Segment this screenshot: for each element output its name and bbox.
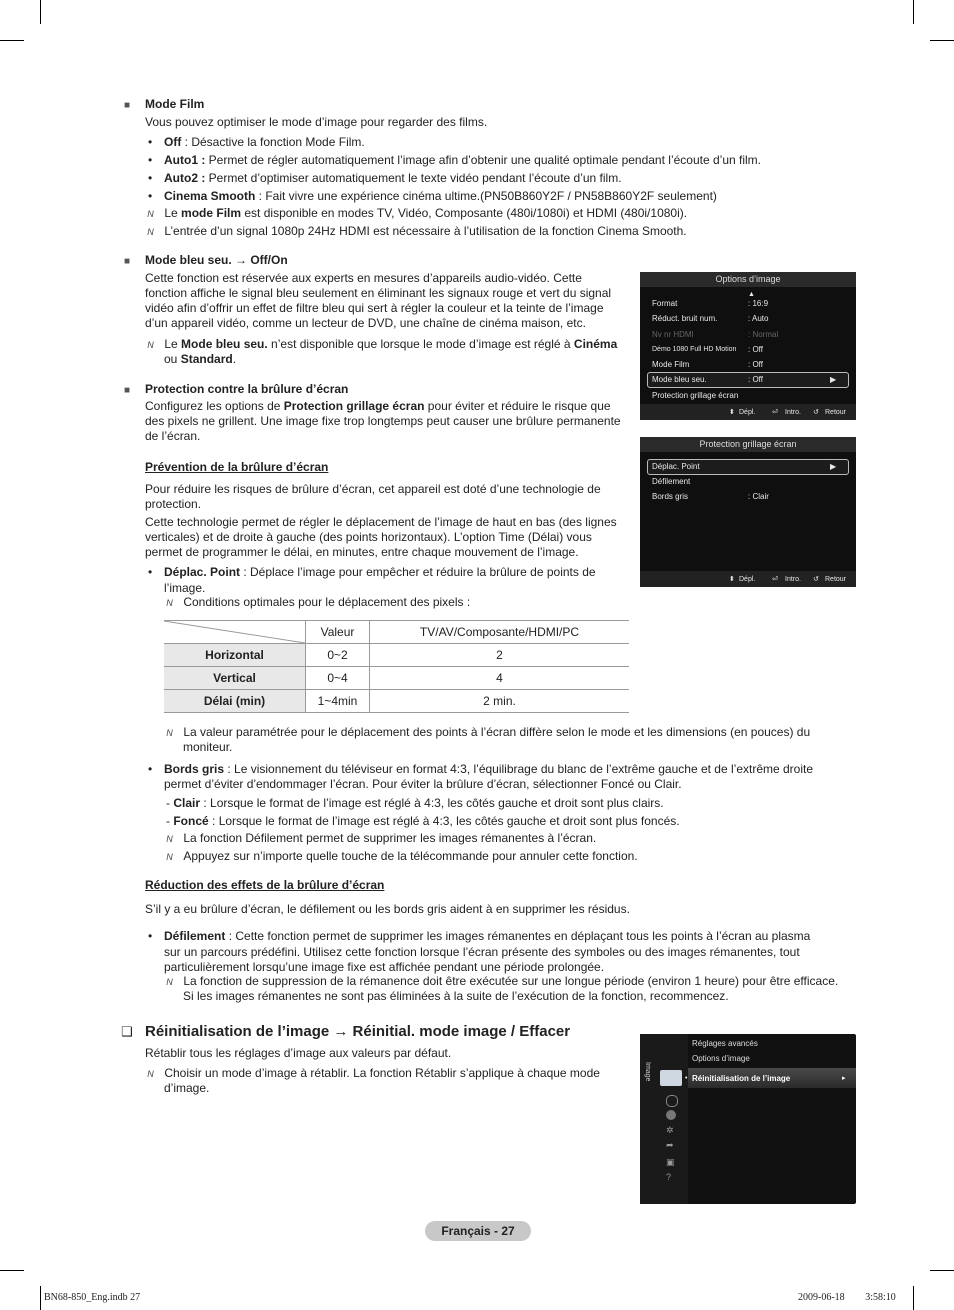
note [164,849,638,864]
osd-row-label[interactable]: Format [652,299,678,308]
section-mode-film [124,97,130,113]
note-icon: N [147,227,154,237]
table-row [164,690,629,713]
footer-move: Dépl. [739,409,756,416]
note [145,337,635,352]
list-item: • Auto2 : Permet d’optimiser automatiquement le texte vidéo pendant l’écoute d’un film. [148,171,622,185]
note-icon: N [166,598,173,608]
crop-mark [0,40,24,41]
up-arrow-icon: ▲ [748,291,755,298]
note-icon: N [166,977,173,987]
note-icon: N [147,340,154,350]
paragraph-line: permet de programmer le délai, en minutes, entre chaque mouvement de l’image. [145,545,579,559]
mode-bleu-heading: Mode bleu seu. → Off/On [145,253,288,267]
note-text: moniteur. [183,740,233,754]
table-header: TV/AV/Composante/HDMI/PC [370,621,630,644]
list-item: • Bords gris : Le visionnement du téléviseur en format 4:3, l’équilibrage du blanc de l’extrême gauche et de l’extrême droite [148,762,814,776]
table-row-label: Vertical [164,667,306,690]
support-icon: ? [666,1172,672,1182]
item-term: Off [164,135,182,149]
crop-mark [930,1270,954,1271]
osd-row-label[interactable]: Déplac. Point [652,462,700,471]
footer-move: Dépl. [739,576,756,583]
note-text: La fonction Défilement permet de supprimer les images rémanentes à l’écran. [183,831,597,845]
item-term: Déplac. Point [164,565,241,579]
list-item: • Auto1 : Permet de régler automatiquement l’image afin d’obtenir une qualité optimale pendant l’écoute d’un film. [148,153,761,167]
paragraph-line: vidéo afin d’offrir un effet de filtre bleu qui sert à régler la couleur et la teinte de l’image [145,301,604,315]
item-term: Auto2 : [164,171,206,185]
page-number: Français - 27 [425,1221,531,1241]
osd-row-label: Nv nr HDMI [652,330,694,339]
crop-mark [913,1286,914,1310]
table-cell: 2 min. [370,690,630,713]
note-text: n’est disponible que lorsque le mode d’image est réglé à [267,337,574,351]
right-arrow-icon: ▶ [830,462,837,471]
osd-row-label[interactable]: Réduct. bruit num. [652,314,718,323]
osd-row-label[interactable]: Démo 1080 Full HD Motion [652,346,737,353]
reinit-heading: Réinitialisation de l’image → Réinitial. mode image / Effacer [145,1023,571,1040]
crop-mark [913,0,914,24]
return-icon: ↺ [813,576,819,583]
note [145,1066,625,1081]
note-icon: N [166,834,173,844]
osd-row-value: : Clair [748,492,769,501]
osd-options-image [640,272,856,420]
table-header-row [164,621,629,644]
footer-back: Retour [825,576,847,583]
table-row [164,667,629,690]
list-item: • Déplac. Point : Déplace l’image pour empêcher et réduire la brûlure de points de [148,565,596,579]
return-icon: ↺ [813,409,819,416]
item-text: : Fait vivre une expérience cinéma ultime.(PN50B860Y2F / PN58B860Y2F seulement) [255,189,717,203]
prevention-heading: Prévention de la brûlure d’écran [145,460,329,474]
item-term: Auto1 : [164,153,206,167]
sound-icon [666,1095,678,1107]
osd-row-label[interactable]: Protection grillage écran [652,391,739,400]
note-text: Conditions optimales pour le déplacement des pixels : [183,595,471,609]
item-term: Cinema Smooth [164,189,256,203]
item-text: l’image. [164,581,206,595]
note-text: est disponible en modes TV, Vidéo, Composante (480i/1080i) et HDMI (480i/1080i). [241,206,688,220]
osd-image-menu [640,1034,856,1204]
note [164,595,470,610]
square-bullet-icon: ■ [124,385,131,396]
table-cell: 1~4min [306,690,370,713]
protection-paragraph [145,399,635,444]
item-text: : Désactive la fonction Mode Film. [181,135,365,149]
picture-icon [660,1070,682,1086]
channel-icon [666,1110,676,1120]
osd-side-label: Image [644,1062,651,1082]
right-arrow-icon: ▸ [842,1075,846,1082]
note-text: Si les images rémanentes ne sont pas éliminées à la suite de l’exécution de la fonction, recommencez. [183,989,729,1003]
osd-title: Options d’image [640,272,856,287]
osd-sidebar [640,1034,688,1204]
mode-film-intro: Vous pouvez optimiser le mode d’image pour regarder des films. [145,115,488,129]
osd-footer [640,571,856,587]
enter-icon: ⏎ [772,409,778,416]
setup-icon: ✲ [666,1125,674,1135]
osd-title: Protection grillage écran [640,437,856,452]
osd-protection-grillage [640,437,856,587]
note-term: Standard [180,352,233,366]
table-cell: 0~4 [306,667,370,690]
reduction-heading: Réduction des effets de la brûlure d’écran [145,878,385,892]
note-icon: N [147,209,154,219]
note-term: Mode bleu seu. [181,337,268,351]
paragraph-line [145,399,635,414]
paragraph-line: fonction affiche le signal bleu seulement en éliminant les signaux rouge et vert du signal [145,286,612,300]
item-text: : Cette fonction permet de supprimer les images rémanentes en déplaçant tous les points à l’écran au plasma [225,929,811,943]
note-term: mode Film [181,206,242,220]
note-text: Le [164,337,182,351]
slug-left: BN68-850_Eng.indb 27 [44,1292,141,1303]
osd-row-label[interactable]: Mode bleu seu. [652,375,707,384]
item-text: particulièrement lorsqu’une image fixe est affichée pendant une période prolongée. [164,960,605,974]
note [164,974,838,989]
footer-enter: Intro. [785,409,801,416]
checkbox-icon: ❑ [121,1024,133,1039]
item-term: Foncé [173,814,209,828]
square-bullet-icon: ■ [124,256,131,267]
list-item: • Cinema Smooth : Fait vivre une expérience cinéma ultime.(PN50B860Y2F / PN58B860Y2F seulement) [148,189,717,203]
list-item: • Défilement : Cette fonction permet de supprimer les images rémanentes en déplaçant tous les points à l’écran au plasma [148,929,811,943]
note-icon: N [147,1069,154,1079]
paragraph-line: Cette technologie permet de régler le déplacement de l’image de haut en bas (des lignes [145,515,617,529]
note [164,725,854,740]
item-term: Défilement [164,929,226,943]
crop-mark [40,0,41,24]
item-term: Clair [173,796,201,810]
table-corner-cell [164,621,306,644]
table-cell: 4 [370,667,630,690]
table-cell: 0~2 [306,644,370,667]
osd-row-value: : Off [748,345,763,354]
item-text: : Le visionnement du téléviseur en format 4:3, l’équilibrage du blanc de l’extrême gauche et de l’extrême droite [224,762,814,776]
footer-back: Retour [825,409,847,416]
item-text: : Déplace l’image pour empêcher et réduire la brûlure de points de [240,565,596,579]
note-term: Cinéma [573,337,618,351]
paragraph-line: protection. [145,497,202,511]
crop-mark [0,1270,24,1271]
enter-icon: ⏎ [772,576,778,583]
paragraph-line: de l’écran. [145,429,201,443]
prevention-p2 [145,515,635,560]
osd-row-label[interactable]: Bords gris [652,492,689,501]
note-icon: N [166,728,173,738]
sub-item: - Clair : Lorsque le format de l’image est réglé à 4:3, les côtés gauche et droit sont plus clairs. [166,796,664,810]
sub-item: - Foncé : Lorsque le format de l’image est réglé à 4:3, les côtés gauche et droit sont plus foncés. [166,814,680,828]
left-dot-icon: • [685,1075,688,1082]
note-text: Appuyez sur n’importe quelle touche de la télécommande pour annuler cette fonction. [183,849,638,863]
note-text: ou [164,352,181,366]
table-row-label: Horizontal [164,644,306,667]
updown-icon: ⬍ [729,409,735,416]
paragraph-line: Pour réduire les risques de brûlure d’écran, cet appareil est doté d’une technologie de [145,482,601,496]
paragraph-line: verticales) et de droite à gauche (des points horizontaux). L’option Time (Délai) vous [145,530,592,544]
application-icon: ▣ [666,1157,675,1167]
table-row [164,644,629,667]
reduction-intro: S’il y a eu brûlure d’écran, le défilement ou les bords gris aident à en supprimer les résidus. [145,902,630,916]
osd-row-value: : Auto [748,314,769,323]
reinit-intro: Rétablir tous les réglages d’image aux valeurs par défaut. [145,1046,452,1060]
osd-row-value: : Normal [748,330,779,339]
note-continuation [164,352,236,367]
paragraph-line: des pixels ne grillent. Une image fixe trop longtemps peut causer une brûlure permanente [145,414,621,428]
osd-row-value: : 16:9 [748,299,769,308]
osd-row-label[interactable]: Mode Film [652,360,690,369]
note-text: d’image. [164,1081,210,1095]
osd-row-value: : Off [748,375,763,384]
text: Configurez les options de [145,399,284,413]
osd-menu-item[interactable]: Options d’image [692,1054,750,1063]
item-text: sur un parcours prédéfini. Utilisez cette fonction lorsque l’écran présente des symboles ou des images rémanentes, tout [164,945,800,959]
note [145,206,687,221]
right-arrow-icon: ▶ [830,375,837,384]
osd-menu-item-selected[interactable]: Réinitialisation de l’image [692,1074,791,1083]
table-row-label: Délai (min) [164,690,306,713]
paragraph-line: d’un appareil vidéo, comme un lecteur de DVD, une chaîne de cinéma maison, etc. [145,316,586,330]
mode-film-list [148,135,908,207]
mode-bleu-paragraph [145,271,635,331]
crop-mark [930,40,954,41]
updown-icon: ⬍ [729,576,735,583]
diagonal-line [164,621,305,643]
item-text: Permet de régler automatiquement l’image afin d’obtenir une qualité optimale pendant l’écoute d’un film. [205,153,761,167]
note-text: La fonction de suppression de la rémanence doit être exécutée sur une longue période (environ 1 heure) pour être efficace. [183,974,839,988]
item-text: Permet d’optimiser automatiquement le texte vidéo pendant l’écoute d’un film. [205,171,622,185]
item-text: permet d’éviter d’endommager l’écran. Pour éviter la brûlure d’écran, sélectionner Foncé ou Clair. [164,777,682,791]
slug-right: 2009-06-18 ￿￿ 3:58:10 [798,1292,896,1303]
table-cell: 2 [370,644,630,667]
paragraph-line: Cette fonction est réservée aux experts en mesures d’appareils audio-vidéo. Cette [145,271,582,285]
mode-film-heading: Mode Film [145,97,205,111]
osd-row-label[interactable]: Défilement [652,477,691,486]
prevention-p1 [145,482,635,512]
item-term: Bords gris [164,762,225,776]
crop-mark [40,1286,41,1310]
osd-menu-item[interactable]: Réglages avancés [692,1039,758,1048]
item-text: : Lorsque le format de l’image est réglé à 4:3, les côtés gauche et droit sont plus clairs. [200,796,664,810]
term: Protection grillage écran [283,399,425,413]
protection-heading: Protection contre la brûlure d’écran [145,382,349,396]
square-bullet-icon: ■ [124,100,131,111]
input-icon: ➦ [666,1140,674,1150]
note-text: La valeur paramétrée pour le déplacement des points à l’écran diffère selon le mode et les dimensions (en pouces) du [183,725,811,739]
osd-footer [640,404,856,420]
footer-enter: Intro. [785,576,801,583]
note-text: . [232,352,237,366]
note-icon: N [166,852,173,862]
note [164,831,596,846]
note-text: Le [164,206,182,220]
note [145,224,687,239]
note-text: Choisir un mode d’image à rétablir. La fonction Rétablir s’applique à chaque mode [164,1066,600,1080]
pixel-shift-table [164,620,629,713]
text: pour éviter et réduire le risque que [424,399,611,413]
item-text: : Lorsque le format de l’image est réglé à 4:3, les côtés gauche et droit sont plus foncés. [208,814,680,828]
note-text: L’entrée d’un signal 1080p 24Hz HDMI est nécessaire à l’utilisation de la fonction Cinema Smooth. [164,224,687,238]
list-item: • Off : Désactive la fonction Mode Film. [148,135,365,149]
osd-row-value: : Off [748,360,763,369]
table-header: Valeur [306,621,370,644]
